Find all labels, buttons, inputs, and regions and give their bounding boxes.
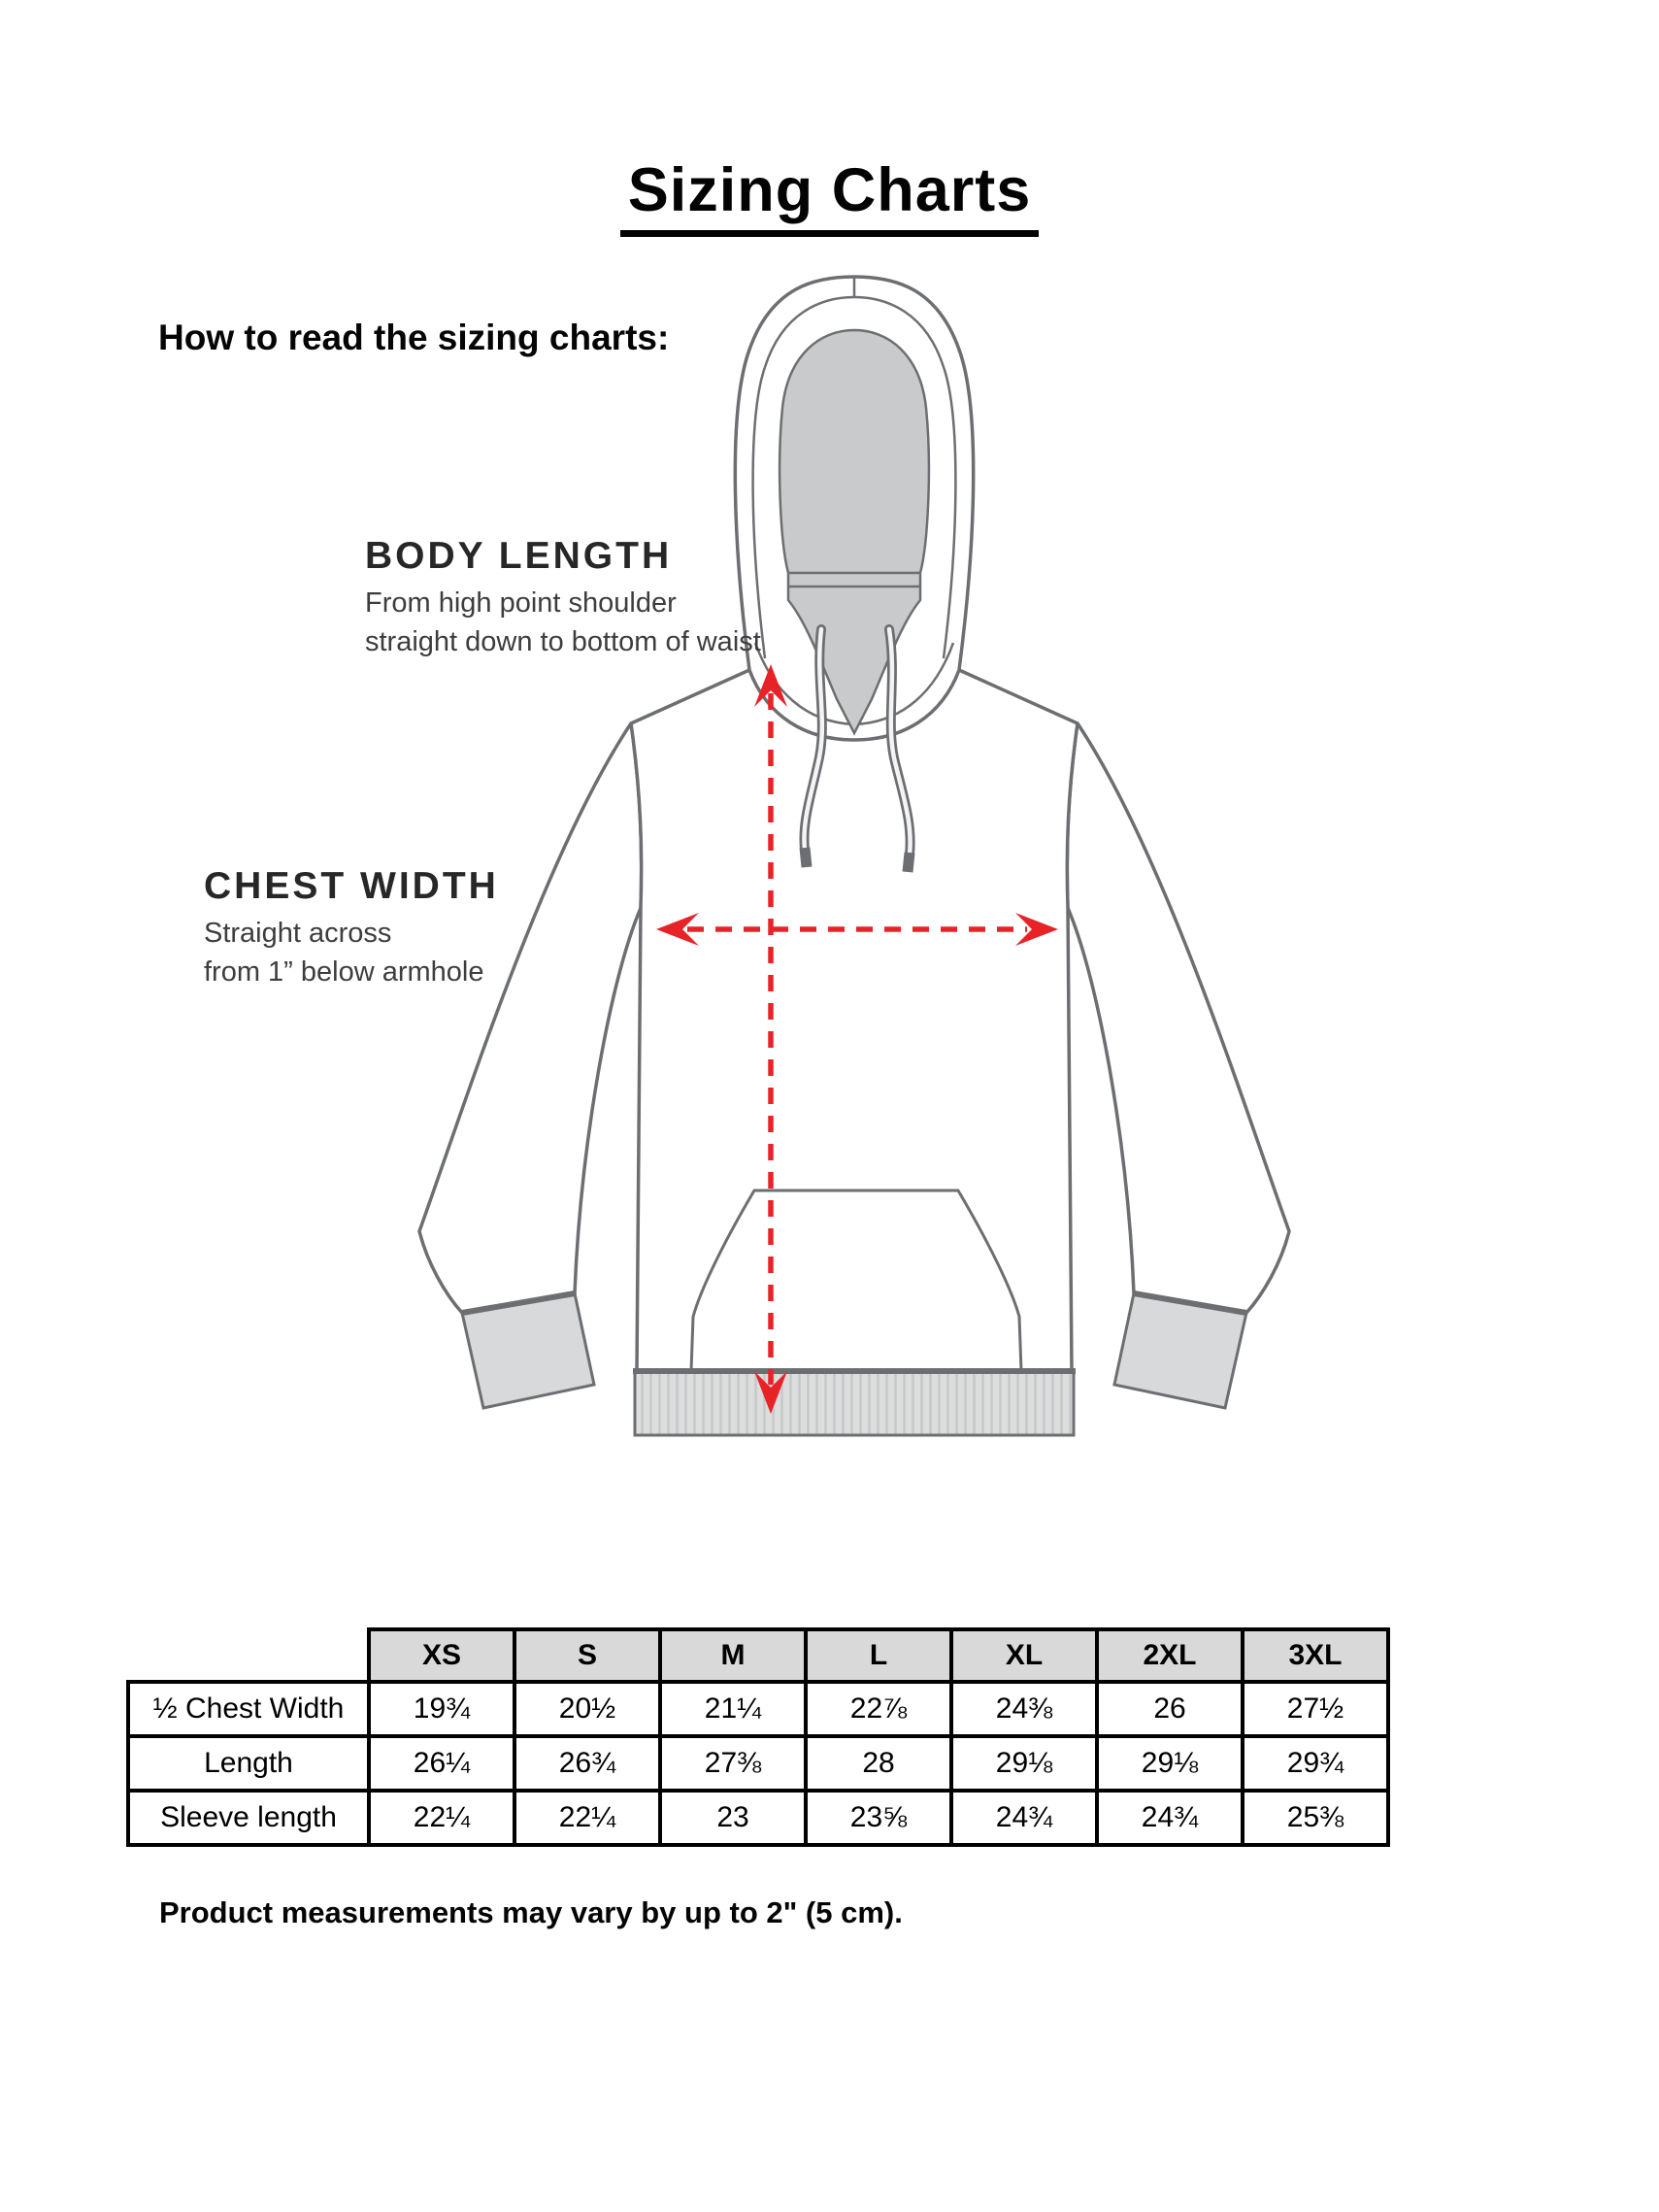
footer-note: Product measurements may vary by up to 2" (5 cm). (159, 1895, 903, 1929)
body-length-desc-1: From high point shoulder (365, 587, 677, 619)
page-title: Sizing Charts (620, 155, 1040, 237)
chest-width-3xl: 27½ (1243, 1682, 1388, 1736)
size-table (126, 1627, 1390, 1847)
table-corner-cell (128, 1629, 369, 1682)
sleeve-right (1067, 723, 1289, 1313)
chest-width-desc-2: from 1” below armhole (204, 956, 484, 988)
sleeve-length-2xl: 24¾ (1097, 1791, 1243, 1845)
chest-width-xl: 24⅜ (951, 1682, 1097, 1736)
kangaroo-pocket (691, 1190, 1021, 1371)
sleeve-left (419, 723, 642, 1313)
row-label-sleeve-length: Sleeve length (128, 1791, 369, 1845)
col-header-xs: XS (369, 1629, 514, 1682)
body-length-desc-2: straight down to bottom of waist (365, 626, 761, 657)
sleeve-length-xl: 24¾ (951, 1791, 1097, 1845)
length-3xl: 29¾ (1243, 1736, 1388, 1791)
col-header-s: S (514, 1629, 660, 1682)
waistband (633, 1371, 1076, 1435)
row-label-chest-width: ½ Chest Width (128, 1682, 369, 1736)
length-xs: 26¼ (369, 1736, 514, 1791)
col-header-l: L (806, 1629, 951, 1682)
table-row-chest-width (128, 1682, 1388, 1736)
table-row-sleeve-length (128, 1791, 1388, 1845)
table-row-length (128, 1736, 1388, 1791)
chest-width-l: 22⅞ (806, 1682, 951, 1736)
sleeve-length-m: 23 (660, 1791, 806, 1845)
col-header-2xl: 2XL (1097, 1629, 1243, 1682)
length-m: 27⅜ (660, 1736, 806, 1791)
col-header-3xl: 3XL (1243, 1629, 1388, 1682)
sleeve-length-s: 22¼ (514, 1791, 660, 1845)
length-xl: 29⅛ (951, 1736, 1097, 1791)
cuff-left (462, 1293, 594, 1408)
chest-width-desc-1: Straight across (204, 918, 392, 949)
chest-width-s: 20½ (514, 1682, 660, 1736)
chest-width-title: CHEST WIDTH (204, 865, 499, 907)
length-s: 26¾ (514, 1736, 660, 1791)
sleeve-length-l: 23⅝ (806, 1791, 951, 1845)
howto-heading: How to read the sizing charts: (158, 318, 670, 357)
cuff-right (1114, 1293, 1246, 1408)
length-2xl: 29⅛ (1097, 1736, 1243, 1791)
chest-width-annotation (204, 865, 499, 991)
chest-width-m: 21¼ (660, 1682, 806, 1736)
chest-width-xs: 19¾ (369, 1682, 514, 1736)
length-l: 28 (806, 1736, 951, 1791)
sleeve-length-xs: 22¼ (369, 1791, 514, 1845)
sleeve-length-3xl: 25⅜ (1243, 1791, 1388, 1845)
col-header-xl: XL (951, 1629, 1097, 1682)
col-header-m: M (660, 1629, 806, 1682)
body-length-title: BODY LENGTH (365, 535, 673, 577)
size-table-header-row (128, 1629, 1388, 1682)
chest-width-2xl: 26 (1097, 1682, 1243, 1736)
body-length-annotation (365, 535, 761, 661)
row-label-length: Length (128, 1736, 369, 1791)
